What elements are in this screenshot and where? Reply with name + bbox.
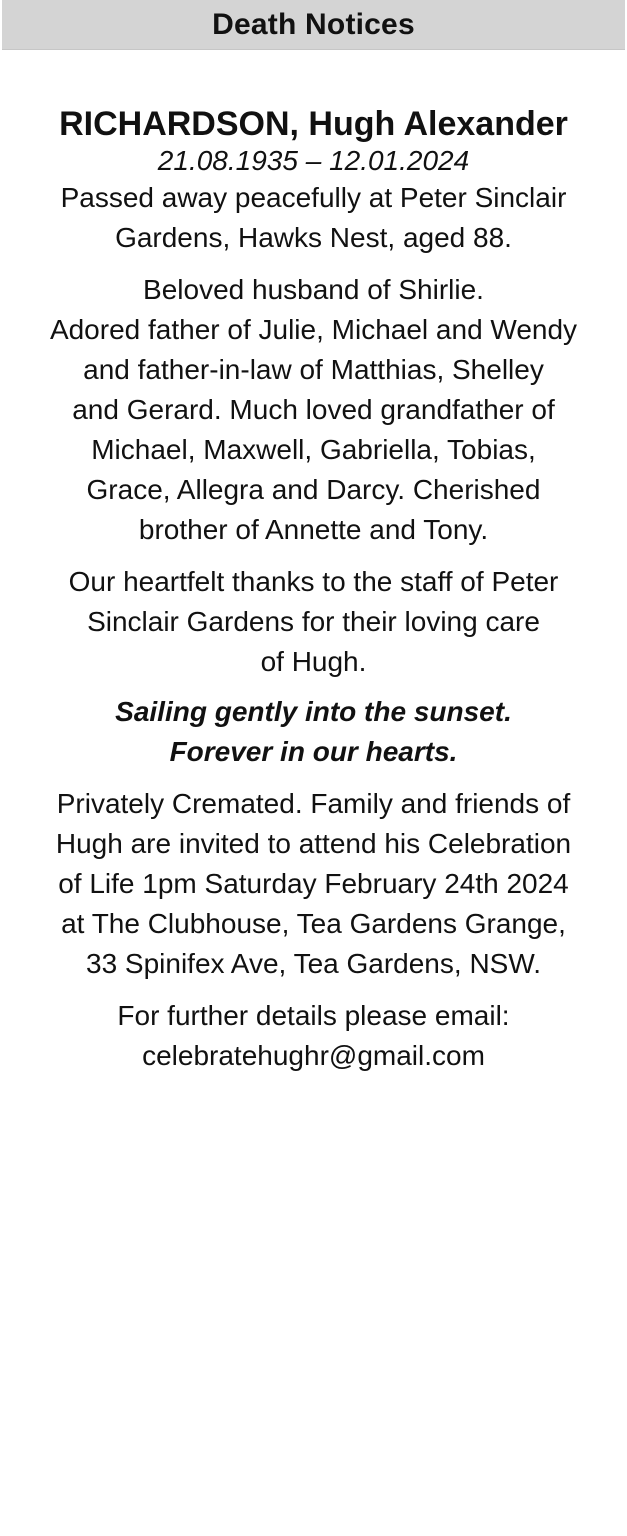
text-line: Sinclair Gardens for their loving care <box>87 606 540 637</box>
contact-email: celebratehughr@gmail.com <box>142 1040 485 1071</box>
text-line: Hugh are invited to attend his Celebration <box>55 828 572 859</box>
text-line: Gardens, Hawks Nest, aged 88. <box>115 222 512 253</box>
thanks-paragraph <box>0 562 627 682</box>
text-line: Michael, Maxwell, Gabriella, Tobias, <box>91 434 536 465</box>
text-line: at The Clubhouse, Tea Gardens Grange, <box>61 908 566 939</box>
deceased-name: RICHARDSON, Hugh Alexander <box>59 105 568 143</box>
text-line: 33 Spinifex Ave, Tea Gardens, NSW. <box>86 948 541 979</box>
text-line: Beloved husband of Shirlie. <box>143 274 484 305</box>
family-paragraph <box>0 270 627 550</box>
text-line: Adored father of Julie, Michael and Wendy <box>49 314 578 345</box>
text-line: Our heartfelt thanks to the staff of Peter <box>68 566 559 597</box>
contact-paragraph <box>0 996 627 1076</box>
text-line: and Gerard. Much loved grandfather of <box>72 394 555 425</box>
text-line: Sailing gently into the sunset. <box>115 696 512 727</box>
life-dates: 21.08.1935 – 12.01.2024 <box>157 145 470 176</box>
text-line: Passed away peacefully at Peter Sinclair <box>60 182 567 213</box>
text-line: Privately Cremated. Family and friends of <box>56 788 571 819</box>
death-notice <box>0 104 627 1076</box>
memorial-motto <box>0 692 627 772</box>
service-paragraph <box>0 784 627 984</box>
text-line: brother of Annette and Tony. <box>138 514 489 545</box>
section-title: Death Notices <box>212 7 415 41</box>
text-line: For further details please email: <box>117 1000 510 1031</box>
text-line: and father-in-law of Matthias, Shelley <box>83 354 544 385</box>
text-line: of Life 1pm Saturday February 24th 2024 <box>58 868 569 899</box>
text-line: Forever in our hearts. <box>169 736 458 767</box>
text-line: Grace, Allegra and Darcy. Cherished <box>86 474 541 505</box>
section-header <box>2 0 625 50</box>
passed-away-paragraph <box>0 178 627 258</box>
text-line: of Hugh. <box>260 646 367 677</box>
